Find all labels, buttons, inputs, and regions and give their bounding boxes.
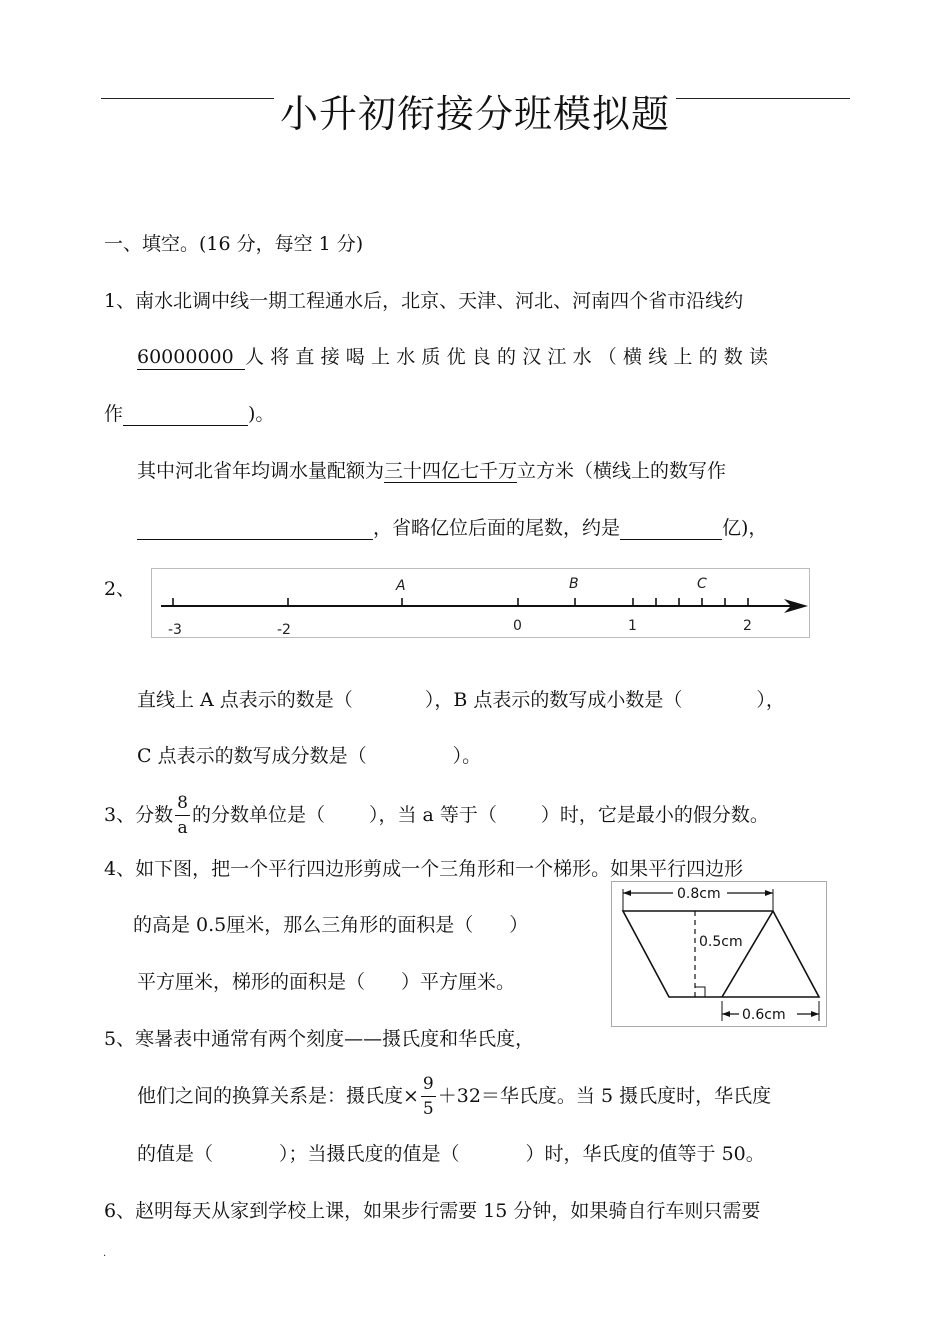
q4-line2-text: 的高是 0.5厘米，那么三角形的面积是（	[133, 914, 474, 936]
q3-fraction-numerator: 8	[177, 792, 188, 813]
q4-line3-a: 平方厘米，梯形的面积是（	[137, 971, 366, 993]
q2-line2	[137, 744, 481, 768]
q2-line1-b: ），B 点表示的数写成小数是（	[424, 689, 683, 711]
q2-line1-c: ），	[756, 689, 785, 711]
footer-dot: .	[103, 1248, 107, 1259]
q4-line1-text: 如下图，把一个平行四边形剪成一个三角形和一个梯形。如果平行四边形	[135, 858, 744, 880]
number-line-frame	[152, 569, 810, 638]
top-label: 0.8cm	[677, 886, 721, 902]
q2-line2-b: ）。	[452, 745, 482, 767]
point-label-c: C	[697, 576, 707, 592]
tick-label-1: 1	[628, 618, 637, 634]
q5-line2-a: 他们之间的换算关系是：摄氏度×	[137, 1085, 419, 1107]
q2-line1	[137, 688, 785, 712]
q1-underlined-number: 三十四亿七千万	[384, 460, 518, 482]
tick-label-neg3: -3	[168, 622, 182, 638]
q1-line2	[137, 345, 774, 370]
q6-line1-text: 赵明每天从家到学校上课，如果步行需要 15 分钟，如果骑自行车则只需要	[135, 1200, 761, 1222]
q4-line3-b: ）平方厘米。	[401, 971, 516, 993]
q1-line5	[137, 516, 767, 540]
q1-line2-text: 人将直接喝上水质优良的汉江水（横线上的数读	[245, 346, 775, 368]
q5-line3-c: ）时，华氏度的值等于 50。	[525, 1143, 765, 1165]
q1-line1	[104, 289, 743, 313]
q2-line1-a: 直线上 A 点表示的数是（	[137, 689, 353, 711]
q3-line	[104, 790, 769, 840]
q5-line1	[104, 1027, 534, 1051]
q4-line2-end: ）	[509, 914, 529, 936]
q3-fraction-denominator: a	[177, 817, 188, 838]
page-title: 小升初衔接分班模拟题	[0, 88, 950, 140]
q5-fraction	[421, 1075, 436, 1118]
q3-mid: 的分数单位是（	[191, 804, 325, 826]
q3-suffix: ）时，它是最小的假分数。	[540, 804, 769, 826]
q5-line2-b: ＋32＝华氏度。当 5 摄氏度时，华氏度	[437, 1085, 772, 1107]
q1-text: 南水北调中线一期工程通水后，北京、天津、河北、河南四个省市沿线约	[135, 290, 744, 312]
parallelogram-figure	[611, 881, 827, 1027]
q1-line4-suffix: 立方米（横线上的数写作	[517, 460, 727, 482]
bottom-label: 0.6cm	[742, 1007, 786, 1023]
tick-label-2: 2	[743, 618, 752, 634]
q1-line3-prefix: 作	[104, 403, 124, 425]
q1-blank-read[interactable]	[123, 403, 248, 426]
q4-line3	[137, 970, 515, 994]
q4-number: 4、	[104, 858, 136, 880]
q5-number: 5、	[104, 1028, 136, 1050]
q1-number: 1、	[104, 290, 136, 312]
q1-line5-suffix: 亿)，	[722, 517, 768, 539]
q2-number: 2、	[104, 578, 136, 600]
q1-given-number: 60000000	[137, 345, 245, 370]
q5-fraction-denominator: 5	[422, 1098, 434, 1119]
tick-label-0: 0	[513, 618, 522, 634]
q6-line1	[104, 1199, 760, 1223]
q3-fraction	[175, 794, 190, 837]
q1-line4	[137, 459, 726, 483]
q1-blank-write[interactable]	[137, 517, 373, 540]
q1-line5-mid: ，省略亿位后面的尾数，约是	[373, 517, 621, 539]
q3-mid2: ），当 a 等于（	[368, 804, 497, 826]
q5-line1-text: 寒暑表中通常有两个刻度——摄氏度和华氏度，	[135, 1028, 535, 1050]
q5-line2	[137, 1070, 771, 1122]
q1-line3-suffix: )。	[248, 403, 275, 425]
tick-label-neg2: -2	[277, 622, 291, 638]
height-label: 0.5cm	[699, 934, 743, 950]
q6-number: 6、	[104, 1200, 136, 1222]
q5-line3-b: ）；当摄氏度的值是（	[279, 1143, 460, 1165]
q3-prefix: 分数	[135, 804, 174, 826]
point-label-b: B	[569, 576, 579, 592]
q2-line2-a: C 点表示的数写成分数是（	[137, 745, 367, 767]
number-line-figure	[151, 568, 810, 638]
q1-blank-approx[interactable]	[620, 517, 722, 540]
q5-line3	[137, 1142, 765, 1166]
q5-line3-a: 的值是（	[137, 1143, 214, 1165]
figure-frame	[612, 882, 827, 1027]
point-label-a: A	[396, 578, 406, 594]
q1-line3	[104, 402, 274, 426]
q3-number: 3、	[104, 804, 136, 826]
q4-line1	[104, 857, 743, 881]
section-heading: 一、填空。(16 分，每空 1 分)	[104, 233, 364, 255]
q4-line2	[133, 913, 528, 937]
q1-line4-prefix: 其中河北省年均调水量配额为	[137, 460, 385, 482]
q5-fraction-numerator: 9	[422, 1073, 434, 1094]
